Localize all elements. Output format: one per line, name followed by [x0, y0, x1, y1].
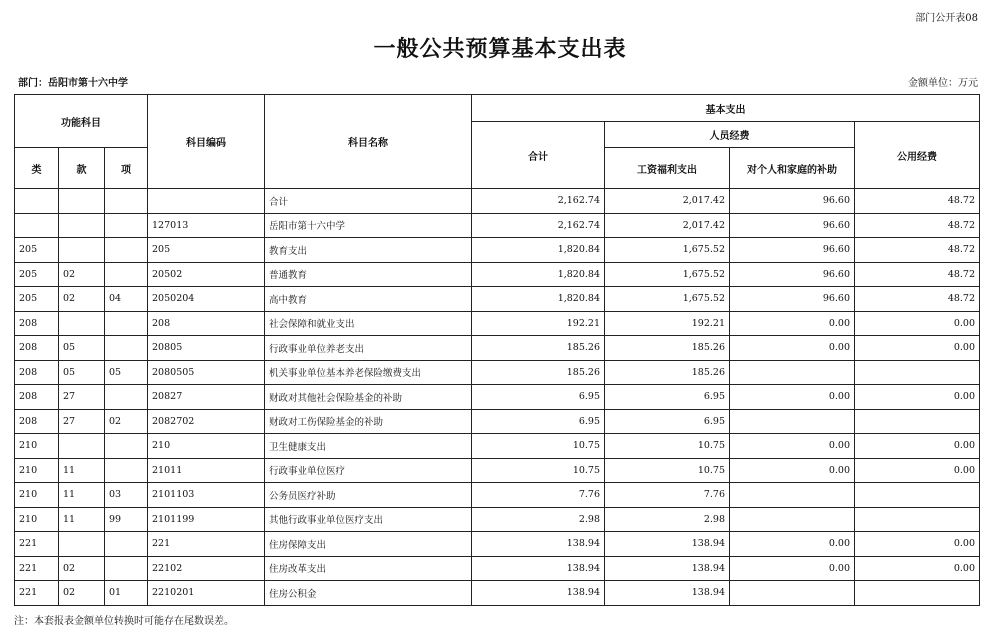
- cell-wage: 2.98: [605, 507, 730, 532]
- cell-code: 127013: [148, 213, 265, 238]
- cell-subsidy: [730, 483, 855, 508]
- table-row: [15, 287, 980, 312]
- table-row: [15, 336, 980, 361]
- cell-code: [148, 189, 265, 214]
- cell-wage: 1,675.52: [605, 287, 730, 312]
- cell-public: 0.00: [855, 532, 980, 557]
- cell-kuan: [59, 434, 105, 459]
- cell-code: 205: [148, 238, 265, 263]
- header-personnel: 人员经费: [605, 122, 855, 148]
- cell-wage: 7.76: [605, 483, 730, 508]
- cell-wage: 185.26: [605, 360, 730, 385]
- table-row: [15, 262, 980, 287]
- cell-name: 机关事业单位基本养老保险缴费支出: [265, 360, 472, 385]
- cell-name: 卫生健康支出: [265, 434, 472, 459]
- header-subsidy: 对个人和家庭的补助: [730, 148, 855, 189]
- cell-public: 48.72: [855, 213, 980, 238]
- cell-xiang: [105, 189, 148, 214]
- cell-subsidy: [730, 409, 855, 434]
- cell-wage: 1,675.52: [605, 262, 730, 287]
- cell-lei: 210: [15, 434, 59, 459]
- cell-lei: 210: [15, 507, 59, 532]
- cell-xiang: [105, 238, 148, 263]
- cell-name: 财政对其他社会保险基金的补助: [265, 385, 472, 410]
- cell-kuan: [59, 238, 105, 263]
- cell-xiang: [105, 311, 148, 336]
- cell-code: 2101103: [148, 483, 265, 508]
- cell-public: 0.00: [855, 311, 980, 336]
- cell-name: 公务员医疗补助: [265, 483, 472, 508]
- cell-lei: 208: [15, 311, 59, 336]
- cell-total: 2,162.74: [472, 213, 605, 238]
- cell-code: 21011: [148, 458, 265, 483]
- table-row: [15, 507, 980, 532]
- cell-lei: 205: [15, 262, 59, 287]
- cell-subsidy: [730, 581, 855, 606]
- table-row: [15, 311, 980, 336]
- cell-code: 20502: [148, 262, 265, 287]
- cell-xiang: [105, 385, 148, 410]
- cell-name: 财政对工伤保险基金的补助: [265, 409, 472, 434]
- table-row: [15, 385, 980, 410]
- cell-xiang: [105, 532, 148, 557]
- header-lei: 类: [15, 148, 59, 189]
- cell-subsidy: 96.60: [730, 189, 855, 214]
- cell-xiang: 03: [105, 483, 148, 508]
- cell-code: 2101199: [148, 507, 265, 532]
- cell-subsidy: [730, 360, 855, 385]
- cell-xiang: [105, 336, 148, 361]
- cell-lei: 205: [15, 287, 59, 312]
- table-row: [15, 189, 980, 214]
- cell-code: 20805: [148, 336, 265, 361]
- cell-public: 48.72: [855, 238, 980, 263]
- cell-name: 社会保障和就业支出: [265, 311, 472, 336]
- footer-note: 注：本套报表金额单位转换时可能存在尾数误差。: [14, 616, 234, 627]
- cell-name: 住房公积金: [265, 581, 472, 606]
- table-header: [15, 95, 980, 189]
- cell-lei: [15, 189, 59, 214]
- cell-total: 6.95: [472, 385, 605, 410]
- cell-wage: 10.75: [605, 434, 730, 459]
- cell-total: 138.94: [472, 581, 605, 606]
- cell-code: 20827: [148, 385, 265, 410]
- cell-wage: 2,017.42: [605, 213, 730, 238]
- cell-name: 教育支出: [265, 238, 472, 263]
- cell-subsidy: 96.60: [730, 287, 855, 312]
- cell-kuan: 11: [59, 458, 105, 483]
- cell-subsidy: 0.00: [730, 311, 855, 336]
- cell-public: 0.00: [855, 458, 980, 483]
- budget-table: [14, 94, 980, 606]
- cell-kuan: 27: [59, 385, 105, 410]
- cell-total: 2.98: [472, 507, 605, 532]
- unit-label: 金额单位：万元: [908, 78, 978, 89]
- cell-code: 2080505: [148, 360, 265, 385]
- page-title: 一般公共预算基本支出表: [373, 36, 627, 62]
- cell-lei: 221: [15, 581, 59, 606]
- cell-lei: 221: [15, 556, 59, 581]
- cell-kuan: [59, 213, 105, 238]
- cell-xiang: [105, 458, 148, 483]
- header-total: 合计: [472, 122, 605, 189]
- cell-wage: 138.94: [605, 532, 730, 557]
- cell-name: 合计: [265, 189, 472, 214]
- table-row: [15, 556, 980, 581]
- cell-subsidy: 0.00: [730, 385, 855, 410]
- cell-kuan: 02: [59, 556, 105, 581]
- cell-xiang: [105, 213, 148, 238]
- cell-wage: 10.75: [605, 458, 730, 483]
- cell-lei: 208: [15, 336, 59, 361]
- cell-total: 138.94: [472, 556, 605, 581]
- form-id: 部门公开表08: [915, 13, 978, 24]
- cell-name: 高中教育: [265, 287, 472, 312]
- cell-code: 2050204: [148, 287, 265, 312]
- cell-public: [855, 409, 980, 434]
- cell-total: 185.26: [472, 360, 605, 385]
- cell-total: 6.95: [472, 409, 605, 434]
- cell-xiang: [105, 434, 148, 459]
- cell-kuan: [59, 532, 105, 557]
- cell-public: [855, 360, 980, 385]
- cell-total: 185.26: [472, 336, 605, 361]
- cell-total: 1,820.84: [472, 262, 605, 287]
- cell-xiang: [105, 262, 148, 287]
- cell-name: 住房改革支出: [265, 556, 472, 581]
- cell-xiang: 01: [105, 581, 148, 606]
- header-name: 科目名称: [265, 95, 472, 189]
- cell-public: [855, 483, 980, 508]
- cell-name: 岳阳市第十六中学: [265, 213, 472, 238]
- cell-kuan: 02: [59, 581, 105, 606]
- cell-code: 2082702: [148, 409, 265, 434]
- table-row: [15, 434, 980, 459]
- department-label: 部门：岳阳市第十六中学: [18, 78, 128, 89]
- cell-subsidy: 96.60: [730, 238, 855, 263]
- header-public: 公用经费: [855, 122, 980, 189]
- table-row: [15, 409, 980, 434]
- cell-subsidy: [730, 507, 855, 532]
- table-row: [15, 483, 980, 508]
- header-code: 科目编码: [148, 95, 265, 189]
- cell-lei: 210: [15, 483, 59, 508]
- cell-kuan: 27: [59, 409, 105, 434]
- table-row: [15, 458, 980, 483]
- cell-public: 48.72: [855, 262, 980, 287]
- cell-code: 208: [148, 311, 265, 336]
- cell-total: 1,820.84: [472, 287, 605, 312]
- cell-public: [855, 507, 980, 532]
- cell-lei: 205: [15, 238, 59, 263]
- cell-wage: 138.94: [605, 556, 730, 581]
- table-row: [15, 532, 980, 557]
- cell-wage: 6.95: [605, 385, 730, 410]
- cell-kuan: [59, 189, 105, 214]
- cell-code: 2210201: [148, 581, 265, 606]
- cell-total: 10.75: [472, 458, 605, 483]
- cell-lei: 208: [15, 409, 59, 434]
- cell-subsidy: 0.00: [730, 532, 855, 557]
- cell-wage: 2,017.42: [605, 189, 730, 214]
- cell-subsidy: 96.60: [730, 262, 855, 287]
- header-xiang: 项: [105, 148, 148, 189]
- cell-kuan: 02: [59, 287, 105, 312]
- cell-xiang: 02: [105, 409, 148, 434]
- table-row: [15, 360, 980, 385]
- cell-kuan: 05: [59, 360, 105, 385]
- table-row: [15, 213, 980, 238]
- cell-xiang: [105, 556, 148, 581]
- cell-name: 住房保障支出: [265, 532, 472, 557]
- header-kuan: 款: [59, 148, 105, 189]
- cell-wage: 6.95: [605, 409, 730, 434]
- cell-name: 普通教育: [265, 262, 472, 287]
- cell-public: 48.72: [855, 189, 980, 214]
- cell-subsidy: 0.00: [730, 556, 855, 581]
- cell-public: 0.00: [855, 336, 980, 361]
- cell-lei: 208: [15, 360, 59, 385]
- cell-kuan: 11: [59, 507, 105, 532]
- cell-subsidy: 0.00: [730, 336, 855, 361]
- cell-lei: 208: [15, 385, 59, 410]
- cell-code: 22102: [148, 556, 265, 581]
- cell-total: 192.21: [472, 311, 605, 336]
- cell-public: 0.00: [855, 556, 980, 581]
- cell-wage: 185.26: [605, 336, 730, 361]
- table-body: [15, 189, 980, 606]
- cell-lei: 210: [15, 458, 59, 483]
- cell-total: 10.75: [472, 434, 605, 459]
- cell-name: 行政事业单位医疗: [265, 458, 472, 483]
- cell-public: [855, 581, 980, 606]
- cell-wage: 192.21: [605, 311, 730, 336]
- cell-total: 7.76: [472, 483, 605, 508]
- cell-xiang: 04: [105, 287, 148, 312]
- cell-name: 其他行政事业单位医疗支出: [265, 507, 472, 532]
- cell-subsidy: 96.60: [730, 213, 855, 238]
- cell-lei: 221: [15, 532, 59, 557]
- cell-total: 138.94: [472, 532, 605, 557]
- header-basic-expense: 基本支出: [472, 95, 980, 122]
- cell-xiang: 05: [105, 360, 148, 385]
- cell-name: 行政事业单位养老支出: [265, 336, 472, 361]
- cell-xiang: 99: [105, 507, 148, 532]
- cell-public: 48.72: [855, 287, 980, 312]
- cell-subsidy: 0.00: [730, 458, 855, 483]
- cell-code: 221: [148, 532, 265, 557]
- cell-lei: [15, 213, 59, 238]
- header-wage: 工资福利支出: [605, 148, 730, 189]
- cell-kuan: 11: [59, 483, 105, 508]
- cell-kuan: 02: [59, 262, 105, 287]
- cell-total: 1,820.84: [472, 238, 605, 263]
- cell-wage: 1,675.52: [605, 238, 730, 263]
- cell-public: 0.00: [855, 434, 980, 459]
- cell-public: 0.00: [855, 385, 980, 410]
- cell-kuan: 05: [59, 336, 105, 361]
- header-func-subject: 功能科目: [15, 95, 148, 148]
- cell-subsidy: 0.00: [730, 434, 855, 459]
- cell-code: 210: [148, 434, 265, 459]
- table-row: [15, 238, 980, 263]
- table-row: [15, 581, 980, 606]
- cell-wage: 138.94: [605, 581, 730, 606]
- cell-kuan: [59, 311, 105, 336]
- cell-total: 2,162.74: [472, 189, 605, 214]
